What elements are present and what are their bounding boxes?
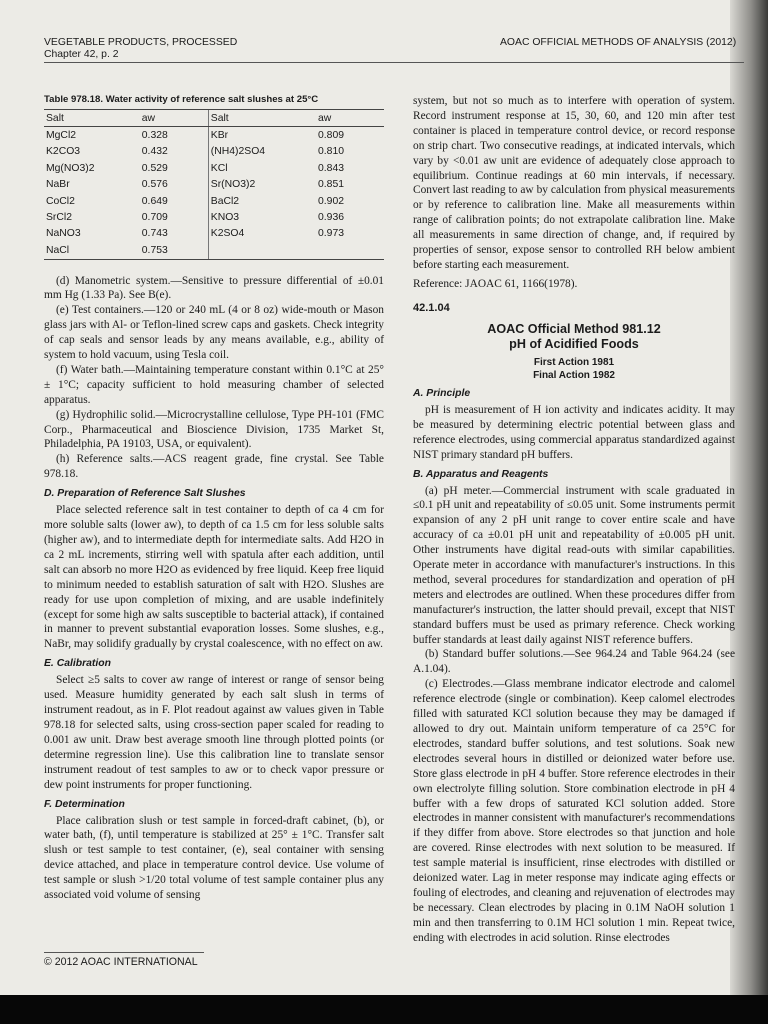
running-header-left xyxy=(44,37,237,61)
right-column xyxy=(413,94,735,946)
aw-cell: 0.973 xyxy=(318,228,345,240)
col-header-aw: aw xyxy=(140,110,209,127)
aw-cell: 0.810 xyxy=(318,146,345,158)
aw-cell: 0.649 xyxy=(141,195,168,207)
section-text: Select ≥5 salts to cover aw range of interest or range of sensor being used. Measure humidity generated by each salt slush in terms of instrument readout, as in F. Plot readout against aw values given in Table 978.18 for selected salts, using cross-section paper scaled for reading to 0.001 aw unit. Draw best average smooth line through plotted points (or determine regression line). Use this calibration line to translate sensor instrument readout of test samples to aw or to check vapor pressure or dew point instruments for proper functioning. xyxy=(44,674,384,791)
section-heading: B. Apparatus and Reagents xyxy=(413,468,549,480)
aw-cell: 0.851 xyxy=(318,179,345,191)
salt-cell: KBr xyxy=(208,127,316,144)
col-header-aw-2: aw xyxy=(316,110,384,127)
salt-cell: KCl xyxy=(208,160,316,176)
aw-cell: 0.902 xyxy=(318,195,345,207)
table-row xyxy=(44,242,384,259)
aw-cell: 0.432 xyxy=(141,146,168,158)
salt-cell: BaCl2 xyxy=(208,193,316,209)
reference: Reference: JAOAC 61, 1166(1978). xyxy=(413,277,578,290)
header-section-title: VEGETABLE PRODUCTS, PROCESSED xyxy=(44,37,238,48)
table-row xyxy=(44,177,384,193)
method-number: 42.1.04 xyxy=(413,301,450,314)
table-row xyxy=(44,144,384,160)
continued-text: system, but not so much as to interfere with operation of system. Record instrument response at 15, 30, 60, and 120 min after test container is placed in temperature control device, or record response on strip chart. Two consecutive readings, at indicated intervals, which vary by <0.01 aw unit are evidence of adequately close approach to equilibrium. Continue readings at 60 min intervals, if necessary. Convert last reading to aw by calculation from physical measurements or by reference to calibration line. Make all measurements within range of calibration points; do not extrapolate calibration line. Make all measurements in same direction of change, and, if required by properties of sensor, expose sensor to controlled RH below ambient before starting each measurement. xyxy=(413,95,735,271)
section-heading: D. Preparation of Reference Salt Slushes xyxy=(44,488,246,500)
aw-cell: 0.809 xyxy=(318,130,345,142)
col-header-salt-2: Salt xyxy=(208,110,316,127)
salt-cell: MgCl2 xyxy=(46,130,77,142)
salt-cell: NaCl xyxy=(44,242,140,259)
salt-table xyxy=(44,109,384,260)
aw-cell: 0.936 xyxy=(318,212,345,224)
salt-cell: CoCl2 xyxy=(46,195,75,207)
salt-cell: (NH4)2SO4 xyxy=(208,144,316,160)
aw-cell: 0.576 xyxy=(141,179,168,191)
header-chapter: Chapter 42, p. 2 xyxy=(44,49,119,60)
table-row xyxy=(44,127,384,144)
item-e: (e) Test containers.—120 or 240 mL (4 or 8 oz) wide-mouth or Mason glass jars with Al- or Teflon-lined screw caps and gaskets. Check integrity of cap seals and sensor leads by any means available, e.g., ability of system to hold vacuum, using Tesla coil. xyxy=(44,304,384,362)
aw-cell xyxy=(316,242,384,259)
section-text: Place selected reference salt in test container to depth of ca 4 cm for more soluble salts (lower aw), to depth of ca 1.5 cm for less soluble salts (higher aw), and to intermediate depth for intermediate salts. Add H2O in ca 2 mL increments, stirring well with spatula after each addition, until salt can absorb no more H2O as evidenced by free liquid. Keep free liquid to minimum needed to establish saturation of salt with H2O. Slushes are ready for use upon completion of mixing, and are usable indefinitely (except for some high aw salts susceptible to bacterial attack), if contained in manner to prevent substantial evaporation losses. Some slushes, e.g., NaBr, may solidify gradually by crystal coalescence, with no effect on aw. xyxy=(44,504,384,651)
scan-border xyxy=(0,995,768,1024)
section-text: pH is measurement of H ion activity and indicates acidity. It may be measured by determining electric potential between glass and reference electrodes, using commercial apparatus standardized against NIST primary standard pH buffers. xyxy=(413,403,735,461)
salt-cell: NaBr xyxy=(46,179,70,191)
salt-cell: K2SO4 xyxy=(208,226,316,242)
left-column xyxy=(44,94,384,903)
table-row xyxy=(44,160,384,176)
section-heading: E. Calibration xyxy=(44,658,111,670)
item-g: (g) Hydrophilic solid.—Microcrystalline cellulose, Type PH-101 (FMC Corp., Pharmaceutical and Bioscience Division, 1735 Market St, Philadelphia, PA 19103, USA, or equivalent). xyxy=(44,408,384,451)
page-edge-shadow xyxy=(730,0,768,995)
footer-rule xyxy=(44,952,204,953)
header-rule xyxy=(44,62,744,63)
aw-cell: 0.328 xyxy=(141,130,168,142)
salt-cell: NaNO3 xyxy=(46,228,81,240)
aw-cell: 0.843 xyxy=(318,162,345,174)
final-action: Final Action 1982 xyxy=(533,369,615,381)
aw-cell: 0.753 xyxy=(140,242,209,259)
section-heading: F. Determination xyxy=(44,798,125,810)
section-text: Place calibration slush or test sample in forced-draft cabinet, (b), or water bath, (f), until temperature is stabilized at 25° ± 1°C. Transfer salt slush or test sample to test container, (e), seal container with sensing device attached, and place in temperature control device. Use volume of test sample or slush >1/20 total volume of test sample container plus any associated void volume of sensing xyxy=(44,814,384,902)
item-h: (h) Reference salts.—ACS reagent grade, fine crystal. See Table 978.18. xyxy=(44,453,384,481)
running-header-right: AOAC OFFICIAL METHODS OF ANALYSIS (2012) xyxy=(500,37,737,48)
table-row xyxy=(44,226,384,242)
table-title: Table 978.18. Water activity of reference salt slushes at 25°C xyxy=(44,94,319,105)
salt-cell: K2CO3 xyxy=(46,146,81,158)
method-title: AOAC Official Method 981.12 xyxy=(487,321,661,336)
first-action: First Action 1981 xyxy=(533,356,615,368)
salt-cell: Mg(NO3)2 xyxy=(46,162,95,174)
aw-cell: 0.709 xyxy=(141,212,168,224)
col-header-salt: Salt xyxy=(44,110,140,127)
salt-cell xyxy=(208,242,316,259)
method-subject: pH of Acidified Foods xyxy=(509,336,639,351)
item-f: (f) Water bath.—Maintaining temperature constant within 0.1°C at 25° ± 1°C; capacity sufficient to hold measuring chamber of selected apparatus. xyxy=(44,363,384,406)
section-heading: A. Principle xyxy=(413,387,471,399)
table-row xyxy=(44,193,384,209)
aw-cell: 0.529 xyxy=(141,162,168,174)
item-d: (d) Manometric system.—Sensitive to pressure differential of ±0.01 mm Hg (1.33 Pa). See B(e). xyxy=(44,274,384,302)
item-buffers: (b) Standard buffer solutions.—See 964.24 and Table 964.24 (see A.1.04). xyxy=(413,648,735,676)
salt-cell: SrCl2 xyxy=(46,212,72,224)
salt-cell: Sr(NO3)2 xyxy=(208,177,316,193)
table-header-row xyxy=(44,110,384,127)
copyright-footer: © 2012 AOAC INTERNATIONAL xyxy=(44,956,198,968)
salt-cell: KNO3 xyxy=(208,209,316,225)
table-row xyxy=(44,209,384,225)
aw-cell: 0.743 xyxy=(141,228,168,240)
item-electrodes: (c) Electrodes.—Glass membrane indicator electrode and calomel reference electrode (single or combination). Keep calomel electrodes filled with saturated KCl solution because they may be damaged if allowed to dry out. Maintain uniform temperature of ca 25°C for electrodes, standard buffer solutions, and test solutions. Soak new electrodes several hours in distilled or deionized water before use. Store glass electrode in pH 4 buffer. Store reference electrodes in their own electrolyte filling solution. Store combination electrode in pH 4 buffer with a few drops of saturated KCl solution added. Store electrodes in manner consistent with manufacturer's recommendations if they differ from above. Store electrodes so that junction and hole are covered. Rinse electrodes with next solution to be measured. If test sample material is insufficient, rinse electrodes with distilled or deionized water. Lag in meter response may indicate aging effects or fouling of electrodes, and cleaning and rejuvenation of electrodes may be necessary. Clean electrodes by placing in 0.1M NaOH solution 1 min and then transferring to 0.1M HCl solution 1 min. Repeat twice, ending with electrodes in acid solution. Rinse electrodes xyxy=(413,678,735,944)
item-ph-meter: (a) pH meter.—Commercial instrument with scale graduated in ≤0.1 pH unit and repeatability of ≤0.05 unit. Some instruments permit expansion of any 2 pH unit range to cover entire scale and have accuracy of ca ±0.01 pH unit and repeatability of ±0.005 pH unit. Other instruments have digital read-outs with similar capabilities. Operate meter in accordance with manufacturer's instructions. In this method, several procedures for standardization and operation of pH meters and electrodes are outlined. When these procedures differ from manufacturer's instruction, the latter should prevail, except that NIST standard buffers must be used as primary reference. Check working buffer standards at least daily against NIST reference buffers. xyxy=(413,484,735,646)
